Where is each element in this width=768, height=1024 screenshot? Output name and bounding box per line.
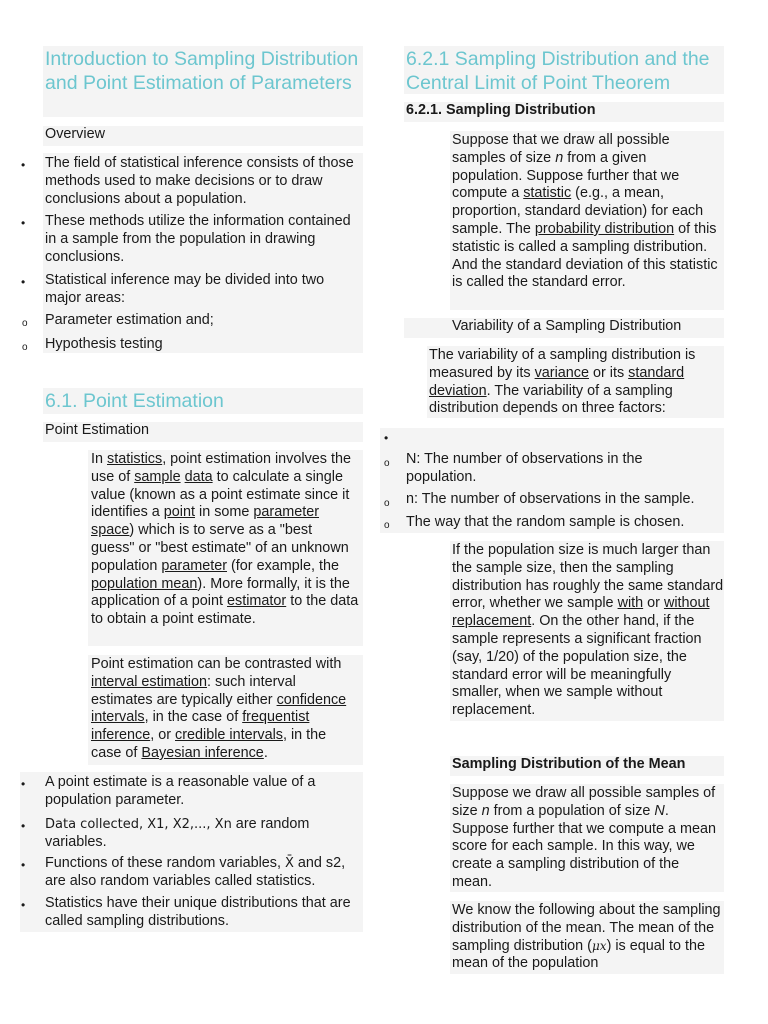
point-estimation-para2: Point estimation can be contrasted with interval estimation: such interval estimates are typically either confidence intervals, in the case of frequentist inference, or credible intervals, in the case of Bayesian inference. — [88, 655, 363, 765]
circle-bullet-icon: o — [22, 318, 28, 329]
factor-text: The way that the random sample is chosen. — [406, 514, 685, 530]
point-estimation-heading: 6.1. Point Estimation — [43, 388, 363, 414]
mean-para1: Suppose we draw all possible samples of size n from a population of size N. Suppose further that we compute a mean score for each sample. In this way, we create a sampling distribution of the mean. — [450, 784, 724, 892]
mean-heading: Sampling Distribution of the Mean — [450, 756, 724, 776]
link-sample[interactable]: sample — [134, 468, 181, 485]
population-size-para: If the population size is much larger than the sample size, then the sampling distribution has roughly the same standard error, whether we sample with or without replacement. On the other hand, if the sample represents a significant fraction (say, 1/20) of the population size, the standard error will be meaningfully smaller, when we sample without replacement. — [450, 541, 724, 721]
link-bayesian-inference[interactable]: Bayesian inference — [141, 744, 264, 761]
link-population-mean[interactable]: population mean — [91, 575, 198, 592]
sub-bullet-text: Hypothesis testing — [45, 336, 163, 352]
link-statistic[interactable]: statistic — [523, 185, 572, 202]
bullet-icon: • — [21, 216, 26, 230]
bullet-icon: • — [21, 275, 26, 289]
bullet-icon: • — [21, 158, 26, 172]
circle-bullet-icon: o — [384, 520, 390, 531]
link-interval-estimation[interactable]: interval estimation — [91, 673, 207, 690]
math-variables: Data collected, X1, X2,..., Xn — [45, 817, 232, 832]
link-parameter-space[interactable]: parameter space — [91, 504, 319, 539]
sub-bullet-text: Parameter estimation and; — [45, 312, 214, 328]
intro-heading: Introduction to Sampling Distribution and Point Estimation of Parameters — [43, 46, 363, 117]
bullet-text: A point estimate is a reasonable value of a population parameter. — [45, 774, 316, 808]
link-frequentist-inference[interactable]: frequentist inference — [91, 709, 310, 744]
link-point[interactable]: point — [163, 504, 196, 521]
bullet-text: Functions of these random variables, X̄ and s2, are also random variables called statistics. — [45, 855, 346, 889]
bullet-text: The field of statistical inference consists of those methods used to make decisions or to draw conclusions about a population. — [45, 155, 354, 207]
bullet-text: Statistical inference may be divided into two major areas: — [45, 272, 325, 306]
bullet-icon: • — [21, 777, 26, 791]
variability-label: Variability of a Sampling Distribution — [404, 318, 724, 338]
link-estimator[interactable]: estimator — [227, 593, 287, 610]
sampling-distribution-heading: 6.2.1 Sampling Distribution and the Central Limit of Point Theorem — [404, 46, 724, 94]
link-variance[interactable]: variance — [534, 364, 589, 381]
bullet-text: Data collected, X1, X2,..., Xn are random variables. — [45, 816, 310, 850]
circle-bullet-icon: o — [22, 342, 28, 353]
link-with[interactable]: with — [617, 595, 644, 612]
circle-bullet-icon: o — [384, 498, 390, 509]
link-confidence-intervals[interactable]: confidence intervals — [91, 691, 347, 726]
link-probability-distribution[interactable]: probability distribution — [534, 220, 675, 237]
link-without-replacement[interactable]: without replacement — [452, 595, 710, 630]
variability-para: The variability of a sampling distribution is measured by its variance or its standard deviation. The variability of a sampling distribution depends on three factors: — [427, 346, 724, 418]
bullet-icon: • — [21, 858, 26, 872]
overview-label: Overview — [43, 126, 363, 146]
math-mu: μx — [591, 938, 607, 953]
point-estimation-label: Point Estimation — [43, 422, 363, 442]
math-xbar: X̄ — [284, 856, 294, 871]
point-estimation-para1: In statistics, point estimation involves the use of sample data to calculate a single value (known as a point estimate since it identifies a point in some parameter space) which is to serve as a "best guess" or "best estimate" of an unknown population parameter (for example, the population mean). More formally, it is the application of a point estimator to the data to obtain a point estimate. — [88, 450, 363, 646]
link-statistics[interactable]: statistics — [107, 451, 163, 467]
bullet-icon: • — [21, 819, 26, 833]
bullet-text: Statistics have their unique distributions that are called sampling distributions. — [45, 895, 351, 929]
sampling-distribution-subheading: 6.2.1. Sampling Distribution — [404, 102, 724, 122]
bullet-icon: • — [384, 431, 389, 445]
link-parameter[interactable]: parameter — [161, 557, 228, 574]
bullet-icon: • — [21, 898, 26, 912]
mean-para2: We know the following about the sampling distribution of the mean. The mean of the sampling distribution (μx) is equal to the mean of the population — [450, 901, 724, 974]
sampling-para1: Suppose that we draw all possible samples of size n from a given population. Suppose further that we compute a statistic (e.g., a mean, proportion, standard deviation) for each sample. The probability distribution of this statistic is called a sampling distribution. And the standard deviation of this statistic is called the standard error. — [450, 131, 724, 310]
link-credible-intervals[interactable]: credible intervals — [175, 727, 283, 744]
factor-text: N: The number of observations in the population. — [406, 451, 643, 485]
bullet-text: These methods utilize the information contained in a sample from the population in drawing conclusions. — [45, 213, 351, 265]
link-data[interactable]: data — [184, 468, 213, 485]
circle-bullet-icon: o — [384, 458, 390, 469]
link-standard-deviation[interactable]: standard deviation — [429, 364, 685, 399]
factor-text: n: The number of observations in the sample. — [406, 491, 695, 507]
